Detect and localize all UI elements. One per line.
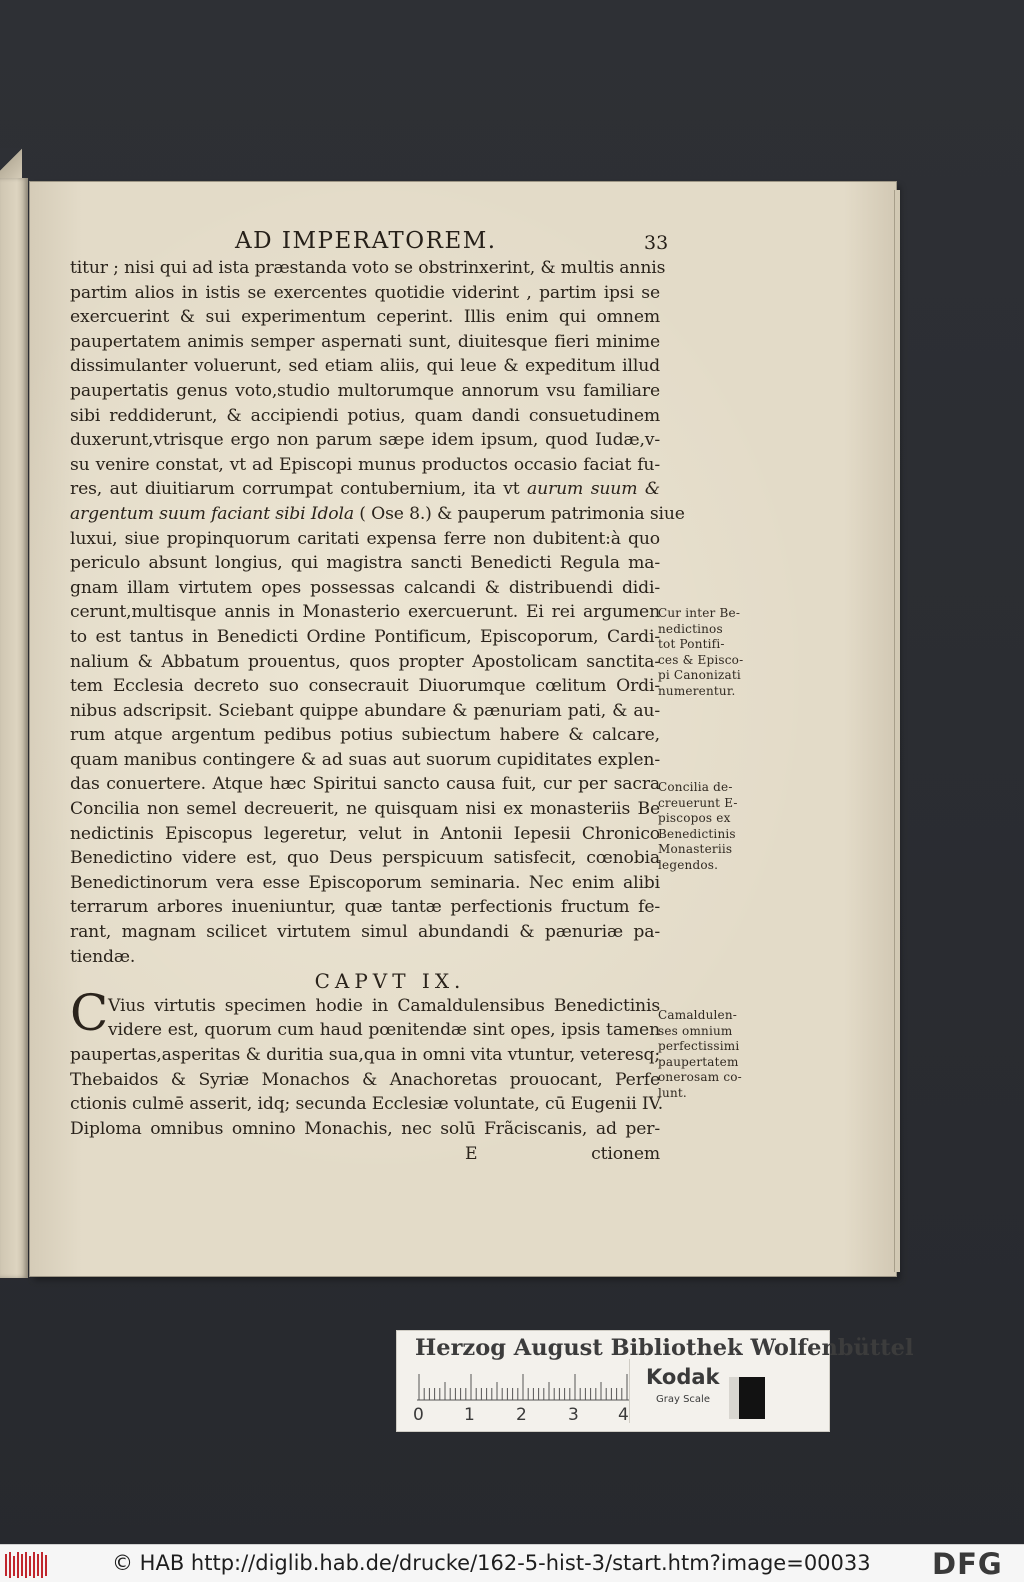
previous-page-edge	[0, 178, 28, 1278]
text-line: Benedictino videre est, quo Deus perspicuum satisfecit, cœnobia	[70, 848, 660, 869]
marginal-note-3	[658, 1008, 758, 1102]
text-fragment: res, aut diuitiarum corrumpat contubernium, ita vt	[70, 479, 528, 500]
hab-logo-icon	[4, 1551, 48, 1579]
kodak-logo: Kodak	[646, 1365, 720, 1389]
text-line: nedictinis Episcopus legeretur, velut in Antonii Iepesii Chronico	[70, 823, 660, 844]
scale-number-1: 1	[464, 1405, 475, 1425]
text-line: quam manibus contingere & ad suas aut suorum cupiditates explen-	[70, 749, 660, 770]
catchword-row	[70, 1141, 660, 1167]
signature-mark: E	[465, 1144, 478, 1165]
text-line: das conuertere. Atque hæc Spiritui sancto causa fuit, cur per sacra	[70, 774, 660, 795]
marginal-line: Camaldulen-	[658, 1008, 738, 1022]
text-line: terrarum arbores inueniuntur, quæ tantæ perfectionis fructum fe-	[70, 897, 660, 918]
text-line: Vius virtutis specimen hodie in Camaldulensibus Benedictinis	[108, 995, 660, 1016]
text-line: duxerunt,vtrisque ergo non parum sæpe idem ipsum, quod Iudæ,v-	[70, 430, 660, 451]
marginal-line: ces & Episco-	[658, 652, 744, 667]
scale-number-3: 3	[568, 1405, 579, 1425]
marginal-line: onerosam co-	[658, 1070, 742, 1085]
text-line: Concilia non semel decreuerit, ne quisquam nisi ex monasteriis Be	[70, 799, 660, 820]
ruler-icon	[417, 1373, 629, 1401]
text-line: paupertas,asperitas & duritia sua,qua in omni vita vtuntur, veteresq;	[70, 1045, 660, 1065]
text-line: titur ; nisi qui ad ista præstanda voto se obstrinxerint, & multis annis	[70, 258, 666, 278]
text-line: nalium & Abbatum prouentus, quos propter Apostolicam sanctita-	[70, 651, 660, 672]
drop-cap: C	[70, 984, 109, 1042]
text-line: to est tantus in Benedicti Ordine Pontificum, Episcoporum, Cardi-	[70, 626, 660, 647]
text-line: tem Ecclesia decreto suo consecrauit Diuorumque cœlitum Ordi-	[70, 676, 660, 697]
text-line: su venire constat, vt ad Episcopi munus productos occasio faciat fu-	[70, 454, 660, 475]
text-line: rum atque argentum pedibus potius subiectum habere & calcare,	[70, 725, 660, 746]
text-line: dissimulanter voluerunt, sed etiam aliis, qui leue & expeditum illud	[70, 356, 660, 377]
gray-patch-light	[729, 1377, 739, 1419]
folio-number: 33	[644, 232, 669, 254]
marginal-line: Cur inter Be-	[658, 606, 741, 620]
text-line: nibus adscripsit. Sciebant quippe abundare & pænuriam pati, & au-	[70, 700, 660, 721]
text-line: videre est, quorum cum haud pœnitendæ sint opes, ipsis tamen	[108, 1020, 660, 1041]
scale-number-0: 0	[413, 1405, 424, 1425]
page-edge-right	[894, 190, 900, 1272]
marginal-note-2	[658, 780, 758, 874]
marginal-note-1	[658, 606, 758, 700]
marginal-line: ses omnium	[658, 1023, 733, 1038]
text-line: Diploma omnibus omnino Monachis, nec solū Frãciscanis, ad per-	[70, 1118, 660, 1139]
marginal-line: numerentur.	[658, 683, 736, 698]
marginal-line: piscopos ex	[658, 811, 731, 826]
text-line: exercuerint & sui experimentum ceperint. Illis enim qui omnem	[70, 307, 660, 328]
footer-credit-link[interactable]: © HAB http://diglib.hab.de/drucke/162-5-hist-3/start.htm?image=00033	[112, 1551, 871, 1575]
kodak-subtitle: Gray Scale	[656, 1394, 710, 1405]
previous-page-curl	[0, 148, 22, 182]
main-text-block	[70, 256, 685, 1167]
catchword: ctionem	[591, 1144, 660, 1165]
marginal-line: tot Pontifi-	[658, 637, 725, 652]
chapter-heading: CAPVT IX.	[314, 969, 466, 994]
scale-number-2: 2	[516, 1405, 527, 1425]
text-line: luxui, siue propinquorum caritati expensa ferre non dubitent:à quo	[70, 528, 660, 549]
footer-bar	[0, 1544, 1024, 1582]
marginal-line: lunt.	[658, 1085, 687, 1100]
marginal-line: nedictinos	[658, 621, 723, 636]
italic-fragment: argentum suum faciant sibi Idola	[70, 503, 354, 524]
dfg-logo: DFG	[932, 1547, 1003, 1581]
marginal-line: pi Canonizati	[658, 668, 741, 683]
scanned-page	[30, 182, 896, 1276]
marginal-line: perfectissimi	[658, 1039, 740, 1054]
marginal-line: legendos.	[658, 857, 719, 872]
text-line: partim alios in istis se exercentes quotidie viderint , partim ipsi se	[70, 282, 660, 303]
marginal-line: Monasteriis	[658, 842, 733, 857]
marginal-line: Concilia de-	[658, 780, 733, 794]
italic-fragment: aurum suum &	[527, 479, 660, 500]
text-line	[70, 502, 685, 527]
running-head: AD IMPERATOREM.	[235, 228, 497, 254]
text-fragment: ( Ose 8.) & pauperum patrimonia siue	[353, 503, 685, 524]
marginal-line: paupertatem	[658, 1054, 739, 1069]
text-line	[70, 477, 660, 502]
library-name: Herzog August Bibliothek Wolfenbüttel	[415, 1335, 914, 1361]
text-line: rant, magnam scilicet virtutem simul abundandi & pænuriæ pa-	[70, 922, 660, 943]
color-scale-card	[396, 1330, 914, 1432]
text-line: paupertatem animis semper aspernati sunt, diuitesque fieri minime	[70, 331, 660, 352]
text-line: Thebaidos & Syriæ Monachos & Anachoretas prouocant, Perfe	[70, 1069, 660, 1090]
text-line: Benedictinorum vera esse Episcoporum seminaria. Nec enim alibi	[70, 872, 660, 893]
text-line: periculo absunt longius, qui magistra sancti Benedicti Regula ma-	[70, 553, 660, 574]
text-line: gnam illam virtutem opes possessas calcandi & distribuendi didi-	[70, 577, 660, 598]
text-line: tiendæ.	[70, 946, 136, 967]
marginal-line: creuerunt E-	[658, 795, 738, 810]
text-line: ctionis culmē asserit, idq; secunda Ecclesiæ voluntate, cū Eugenii IV.	[70, 1094, 664, 1115]
scale-number-4: 4	[618, 1405, 629, 1425]
text-line: cerunt,multisque annis in Monasterio exercuerunt. Ei rei argumen	[70, 602, 660, 623]
marginal-line: Benedictinis	[658, 826, 736, 841]
text-line: paupertatis genus voto,studio multorumque annorum vsu familiare	[70, 380, 660, 401]
kodak-block	[629, 1359, 726, 1423]
text-line: sibi reddiderunt, & accipiendi potius, quam dandi consuetudinem	[70, 405, 660, 426]
gray-patch-icon	[739, 1377, 765, 1419]
